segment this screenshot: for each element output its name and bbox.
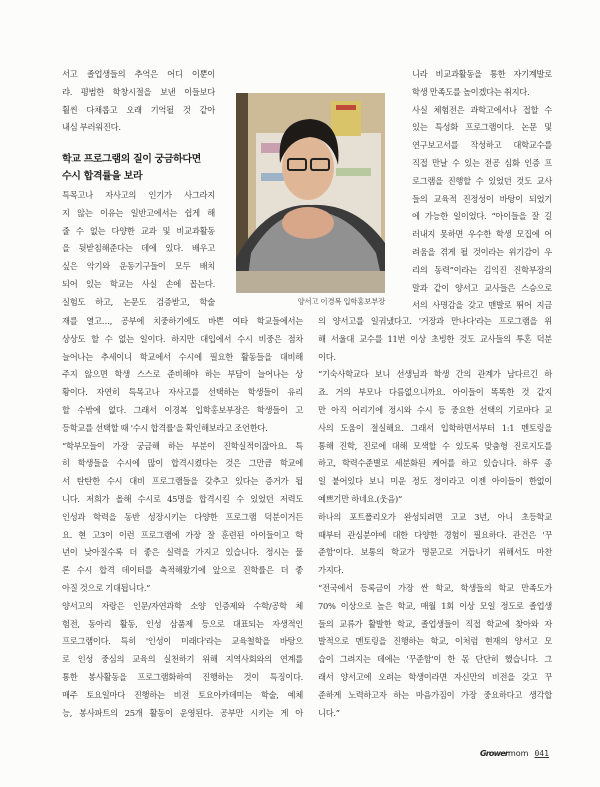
text-line: 줄 수 없는 다양한 교과 및 비교과활동	[62, 225, 215, 236]
text-line: 양서고의 자랑은 인문/자연과학 소양 인증제와 수학/공학 체	[62, 600, 303, 611]
text-line: 서 탄탄한 수시 대비 프로그램들을 갖추고 있다는 증거가 됩	[62, 476, 303, 487]
text-line: 수시 합격률을 보라	[62, 171, 143, 182]
logo-tail: mom	[507, 748, 529, 758]
text-line: 통해 진학, 진로에 대해 모색할 수 있도록 맞춤형 진로지도를	[318, 440, 552, 451]
body-text-right-top	[412, 66, 552, 315]
text-line: 이다.	[318, 351, 336, 362]
text-line: 때부터 관심분야에 대한 다양한 경험이 필요하다. 관건은 '꾸	[318, 529, 552, 540]
text-line: 사의 도움이 절실해요. 그래서 입학하면서부터 1:1 멘토링을	[318, 422, 552, 433]
page-number: 041	[534, 748, 549, 758]
text-line: 로그램을 진행할 수 있었던 것도 교사	[412, 175, 552, 186]
text-line: 려움을 겪게 될 것이라는 위기감이 우	[412, 246, 552, 257]
text-line: 실험도 하고, 논문도 검증받고, 학술	[62, 296, 215, 307]
text-line: 직접 만날 수 있는 전공 심화 인증 프	[412, 157, 552, 168]
intro-paragraph	[62, 66, 215, 137]
text-line: 주지 않으면 학생 스스로 준비해야 하는 부담이 늘어나는 상	[62, 369, 303, 380]
text-line: 훨씬 다채롭고 오래 기억될 것 같아	[62, 104, 215, 115]
text-line: 들의 교류가 활발한 학교, 졸업생들이 직접 학교에 찾아와 자	[318, 618, 552, 629]
text-line: 재를 열고…, 공부에 치중하기에도 바쁜 여타 학교들에서는	[62, 316, 303, 326]
person-photo-image	[236, 93, 385, 293]
text-line: 상상도 할 수 없는 일이다. 하지만 대입에서 수시 비중은 점차	[62, 333, 303, 344]
text-line: 론 수시 합격 데이터를 축적해왔기에 앞으로 진학률은 더 좋	[62, 565, 303, 576]
text-line: 매주 토요일마다 진행하는 비전 토요아카데미는 학술, 예체	[62, 689, 303, 700]
text-line: 리의 동력”이라는 김익진 진학부장의	[412, 264, 552, 275]
text-line: 의 양서고를 일궈냈다고. '거장과 만나다'라는 프로그램을 위	[318, 316, 552, 326]
text-line: 들의 교육적 진정성이 바탕이 되었기	[412, 193, 552, 204]
text-line: 지 않는 이유는 일반고에서는 쉽게 해	[62, 207, 215, 218]
text-line: 해 서울대 교수를 11번 이상 초빙한 것도 교사들의 투혼 덕분	[318, 333, 552, 344]
text-line: 준함'이다. 보통의 학교가 명문고로 거듭나기 위해서도 마찬	[318, 547, 552, 558]
text-line: 래서 양서고에 오려는 학생이라면 자신만의 비전을 갖고 꾸	[318, 671, 552, 682]
text-line: 능, 봉사파트의 25개 활동이 운영된다. 공부만 시키는 게 아	[62, 707, 303, 718]
text-line: 발적으로 멘토링을 진행하는 학교, 이처럼 현재의 양서고 모	[318, 636, 552, 647]
text-line: 년이 낮아질수록 더 좋은 실력을 가지고 있습니다. 정시는 물	[62, 547, 303, 558]
text-line: 늘어나는 추세이니 학교에서 수시에 필요한 활동들을 대비해	[62, 351, 303, 362]
text-line: 하고, 학력수준별로 세분화된 케어를 하고 있습니다. 하루 종	[318, 458, 552, 469]
section-heading	[62, 151, 227, 185]
text-line: 등학교를 선택할 때 '수시 합격률'을 확인해보라고 조언한다.	[62, 422, 268, 433]
text-line: “학부모들이 가장 궁금해 하는 부분이 진학실적이잖아요. 특	[62, 440, 303, 451]
text-line: 랴. 평범한 학창시절을 보낸 이들보다	[62, 86, 215, 97]
text-line: 학교 프로그램의 질이 궁금하다면	[62, 154, 201, 165]
text-line: 히 학생들을 수시에 많이 합격시켰다는 것은 그만큼 학교에	[62, 458, 303, 469]
body-text-right	[318, 313, 552, 722]
page-footer	[480, 746, 549, 760]
photo-caption: 양서고 이경복 입학홍보부장	[297, 297, 385, 306]
text-line: 싶은 악기와 운동기구들이 모두 배치	[62, 261, 215, 272]
text-line: 에 가능한 일이었다. “아이들을 잘 길	[412, 211, 552, 222]
text-line: 예쁘기만 하네요.(웃음)”	[318, 493, 402, 504]
text-line: 말과 같이 양서고 교사들은 스승으로	[412, 282, 552, 293]
text-line: 프로그램이다. 특히 '인성이 미래다'라는 교육철학을 바탕으	[62, 636, 303, 647]
text-line: 인성과 학력을 동반 성장시키는 다양한 프로그램 덕분이거든	[62, 511, 303, 522]
body-text-left	[62, 313, 303, 722]
text-line: 일 붙어있다 보니 미운 정도 정이라고 이젠 아이들이 한없이	[318, 476, 552, 487]
text-line: 하나의 포트폴리오가 완성되려면 고교 3년, 아니 초등학교	[318, 511, 552, 522]
body-text-narrow	[62, 187, 215, 312]
text-line: 70% 이상으로 높은 학교, 매월 1회 이상 모일 정도로 졸업생	[318, 600, 552, 611]
text-line: “기숙사학교다 보니 선생님과 학생 간의 관계가 남다르긴 하	[318, 369, 552, 380]
text-line: 서고 졸업생들의 추억은 어디 이뿐이	[62, 69, 215, 79]
text-line: 내심 부러워진다.	[62, 122, 121, 133]
text-line: 만 아직 어리기에 정시와 수시 등 중요한 선택의 기로마다 교	[318, 404, 552, 415]
text-line: “전국에서 등록금이 가장 싼 학교, 학생들의 학교 만족도가	[318, 582, 552, 593]
text-line: 습이 그려지는 데에는 '꾸준함'이 한 몫 단단히 했습니다. 그	[318, 654, 552, 665]
text-line: 준하게 노력하고자 하는 마음가짐이 가장 중요하다고 생각합	[318, 689, 552, 700]
text-line: 로 인성 중심의 교육의 실천하기 위해 지역사회와의 연계를	[62, 654, 303, 665]
text-line: 가지다.	[318, 565, 344, 576]
text-line: 을 뒷받침해준다는 데에 있다. 배우고	[62, 243, 215, 254]
text-line: 학생 만족도를 높이겠다는 취지다.	[412, 86, 530, 97]
text-line: 있는 특성화 프로그램이다. 논문 및	[412, 122, 552, 133]
logo-script: Grower	[480, 748, 508, 758]
text-line: 아질 것으로 기대됩니다.”	[62, 582, 151, 593]
interview-photo	[236, 93, 385, 293]
text-line: 연구보고서를 작성하고 대학교수를	[412, 140, 552, 151]
text-line: 되어 있는 학교는 사실 손에 꼽는다.	[62, 278, 215, 289]
text-line: 니다.”	[318, 707, 340, 718]
magazine-logo	[480, 749, 528, 758]
text-line: 험전, 동아리 활동, 인성 삼품제 등으로 대표되는 자생적인	[62, 618, 303, 629]
text-line: 서의 사명감을 갖고 맨발로 뛰어 지금	[412, 300, 552, 311]
text-line: 죠. 거의 부모나 다름없으니까요. 아이들이 똑똑한 것 같지	[318, 387, 552, 398]
text-line: 할 수밖에 없다. 그래서 이경복 입학홍보부장은 학생들이 고	[62, 404, 303, 415]
text-line: 사실 체험전은 과학고에서나 접할 수	[412, 104, 552, 115]
text-line: 니라 비교과활동을 통한 자기계발로	[412, 69, 552, 79]
text-line: 러내지 못하면 우수한 학생 모집에 어	[412, 229, 552, 240]
text-line: 니다. 저희가 올해 수시로 45명을 합격시킬 수 있었던 저력도	[62, 493, 303, 504]
text-line: 황이다. 자연히 특목고나 자사고를 선택하는 학생들이 유리	[62, 387, 303, 398]
text-line: 요. 현 고3이 이런 프로그램에 가장 잘 훈련된 아이들이고 학	[62, 529, 303, 540]
text-line: 특목고나 자사고의 인기가 사그라지	[62, 190, 215, 200]
text-line: 통한 봉사활동을 프로그램화하여 진행하는 것이 특징이다.	[62, 671, 303, 682]
